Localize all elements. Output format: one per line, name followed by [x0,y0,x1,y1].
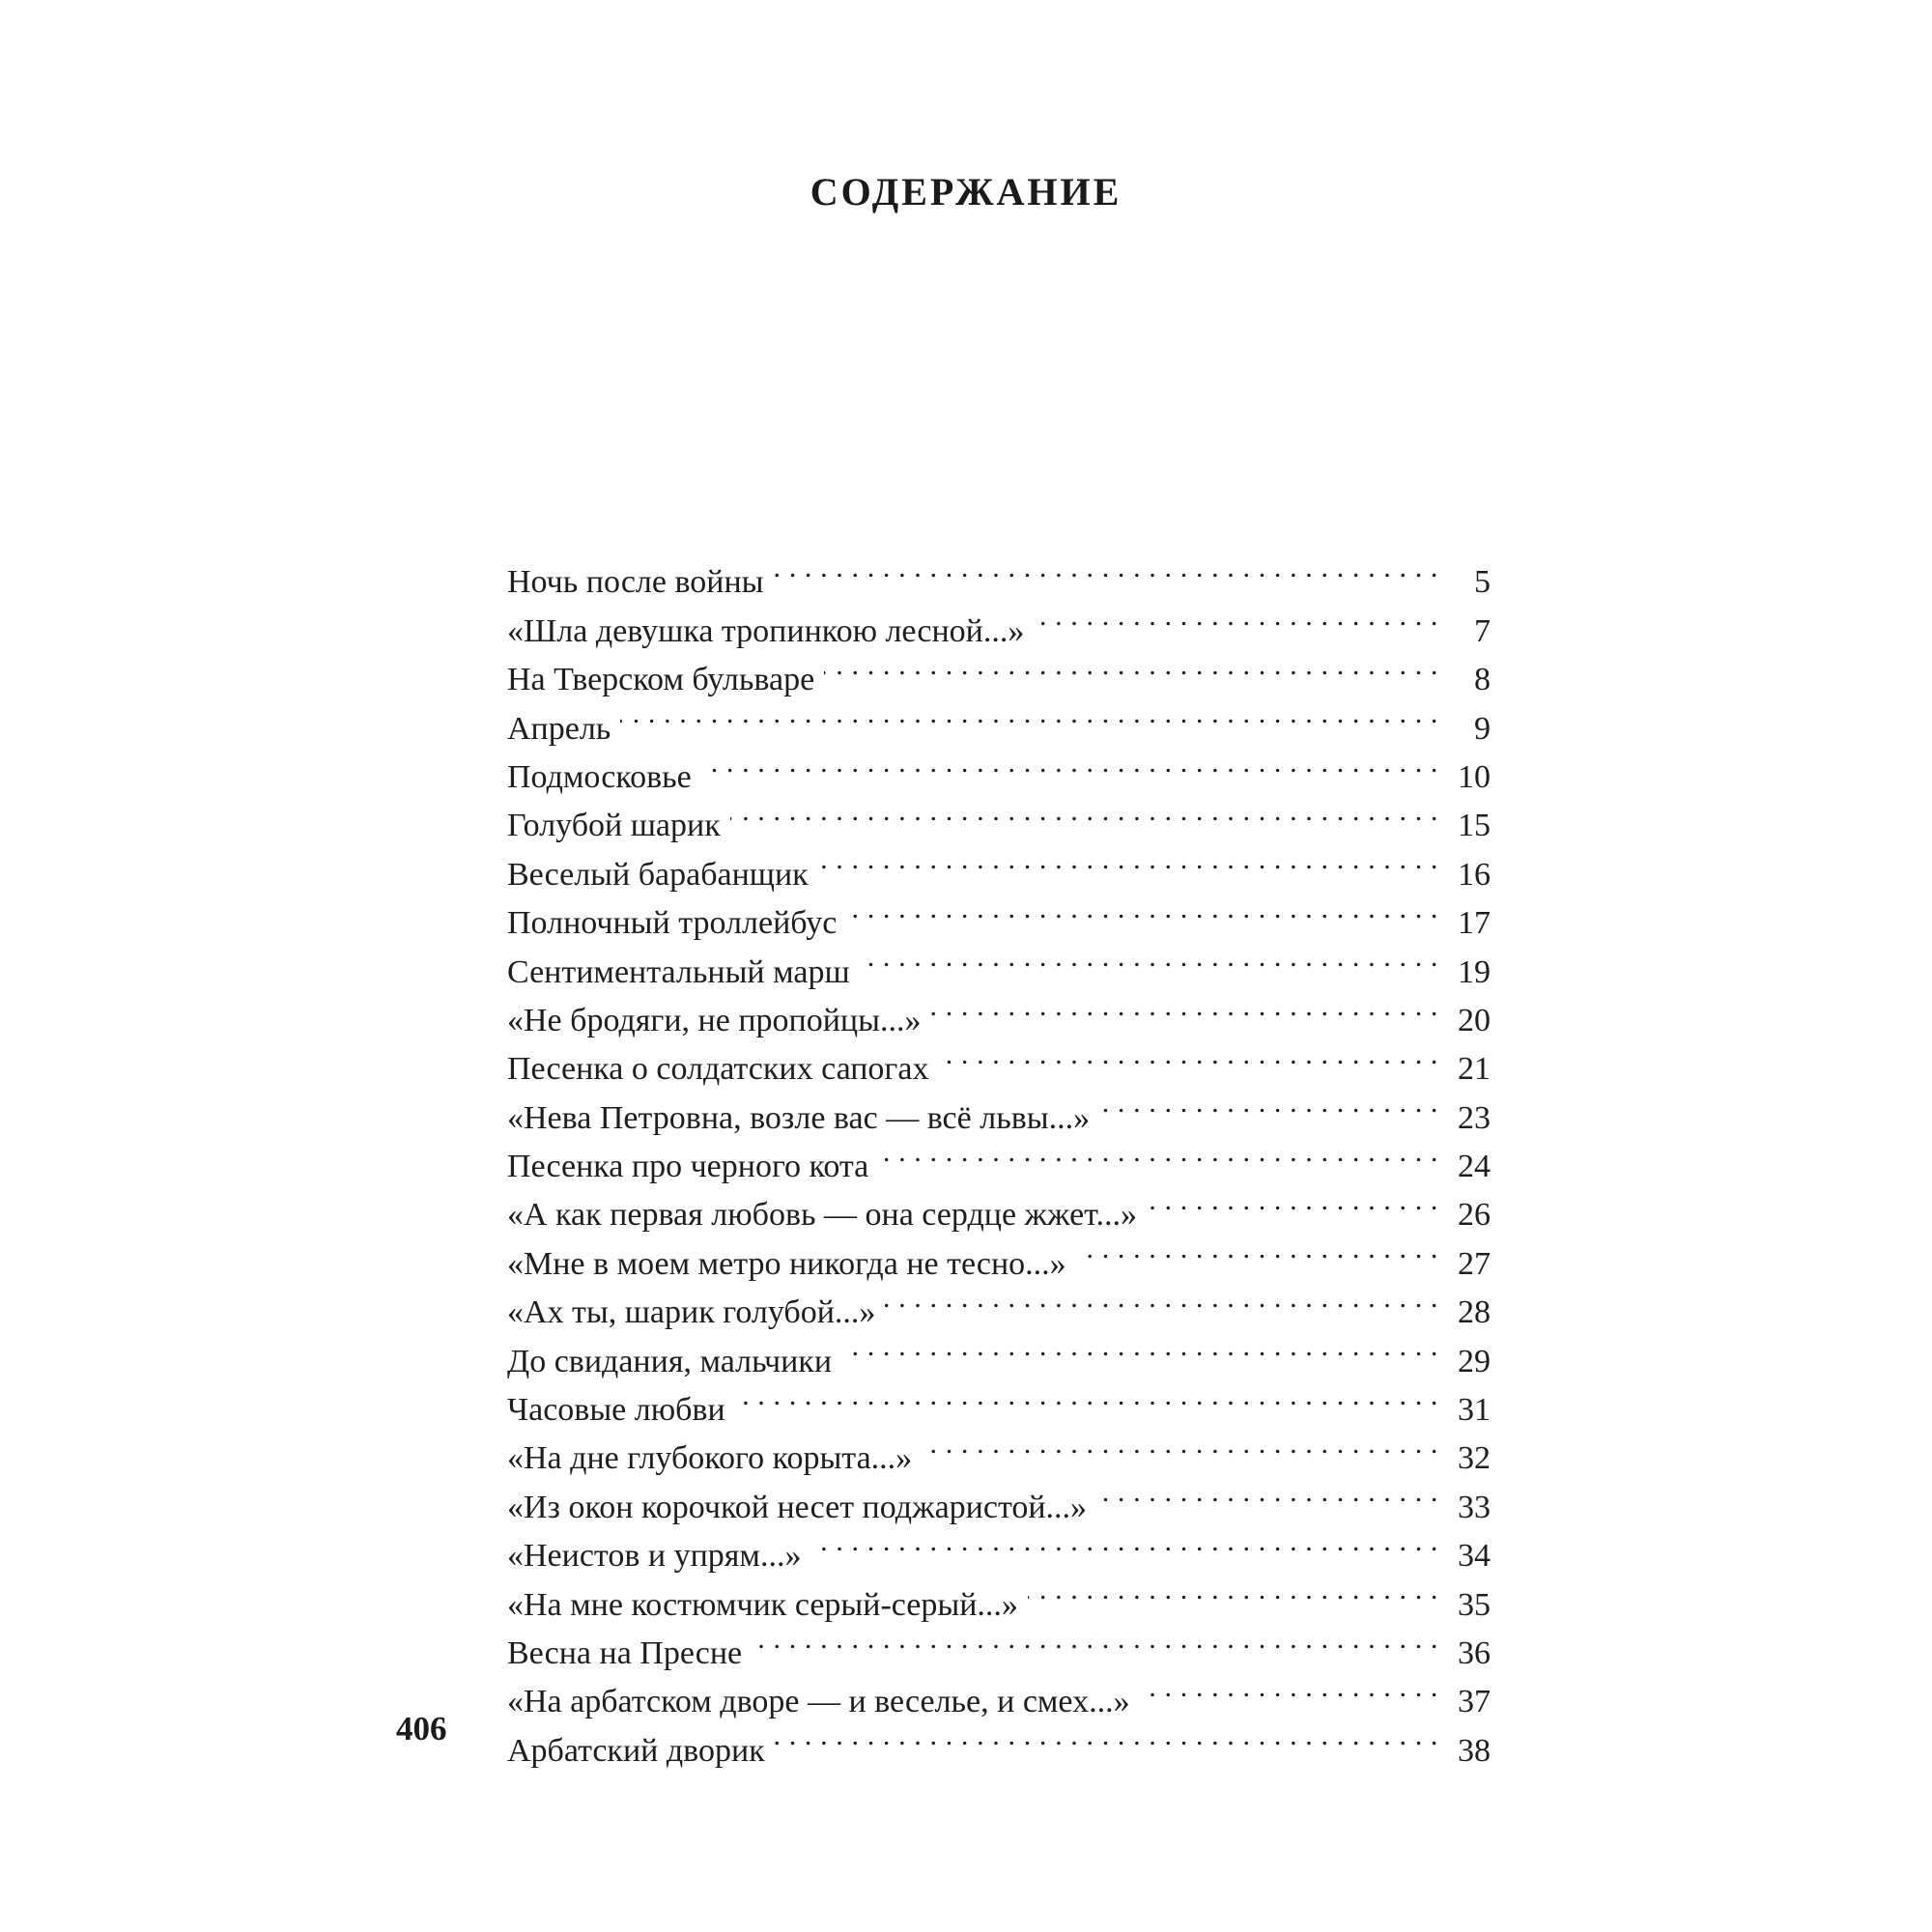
dot-leader [701,739,1438,787]
dot-leader [730,787,1438,836]
toc-entry-page: 17 [1458,905,1491,942]
table-of-contents [507,544,1491,1769]
toc-entry-title: «Мне в моем метро никогда не тесно...» [507,1245,1066,1282]
dot-leader [810,1518,1438,1566]
toc-entry-page: 26 [1458,1197,1491,1234]
dot-leader [818,836,1438,884]
dot-leader [885,1274,1438,1322]
toc-entry-title: «Из окон корочкой несет поджаристой...» [507,1489,1088,1525]
toc-entry-page: 19 [1458,953,1491,990]
toc-entry-page: 7 [1474,612,1491,649]
toc-entry-title: Песенка про черного кота [507,1149,869,1185]
toc-entry-page: 9 [1474,710,1491,747]
toc-entry-title: Апрель [507,710,611,747]
toc-entry-page: 35 [1458,1586,1491,1623]
toc-entry-page: 27 [1458,1245,1491,1282]
toc-entry-page: 33 [1458,1489,1491,1525]
dot-leader [1096,1468,1438,1517]
toc-entry-title: До свидания, мальчики [507,1343,833,1379]
dot-leader [841,1322,1438,1371]
toc-entry-title: «Нева Петровна, возле вас — всё львы...» [507,1099,1091,1136]
dot-leader [938,1031,1438,1079]
toc-entry-page: 5 [1474,564,1491,601]
toc-entry[interactable] [507,544,1491,601]
toc-entry-page: 8 [1474,662,1491,698]
toc-entry-title: «Ах ты, шарик голубой...» [507,1294,876,1331]
toc-entry-page: 37 [1458,1684,1491,1720]
toc-entry-page: 16 [1458,856,1491,893]
toc-entry-page: 36 [1458,1634,1491,1671]
toc-entry-page: 29 [1458,1343,1491,1379]
dot-leader [620,690,1438,738]
toc-entry-page: 24 [1458,1149,1491,1185]
toc-entry-title: Ночь после войны [507,564,764,601]
toc-entry-page: 10 [1458,758,1491,795]
toc-entry-page: 28 [1458,1294,1491,1331]
dot-leader [1028,1566,1438,1614]
toc-entry-title: «На мне костюмчик серый-серый...» [507,1586,1018,1623]
dot-leader [1076,1225,1438,1273]
page-title: СОДЕРЖАНИЕ [810,169,1122,213]
toc-entry-page: 21 [1458,1051,1491,1088]
page-number: 406 [396,1710,447,1747]
toc-entry-title: «Шла девушка тропинкою лесной...» [507,612,1025,649]
dot-leader [1140,1663,1438,1712]
toc-entry-title: Весна на Пресне [507,1634,743,1671]
toc-entry-page: 23 [1458,1099,1491,1136]
toc-entry-title: Голубой шарик [507,808,721,844]
toc-entry-title: Песенка о солдатских сапогах [507,1051,929,1088]
dot-leader [1099,1079,1438,1127]
toc-entry-title: «А как первая любовь — она сердце жжет...» [507,1197,1137,1234]
toc-entry-page: 38 [1458,1732,1491,1769]
dot-leader [1034,592,1438,640]
toc-entry-title: «На арбатском дворе — и веселье, и смех...» [507,1684,1130,1720]
toc-entry[interactable] [507,690,1491,747]
toc-entry-title: Веселый барабанщик [507,856,809,893]
dot-leader [846,885,1438,933]
toc-entry-page: 31 [1458,1392,1491,1429]
dot-leader [774,544,1438,592]
dot-leader [752,1615,1438,1663]
toc-entry-page: 32 [1458,1440,1491,1477]
dot-leader [930,982,1438,1031]
toc-entry-title: «Не бродяги, не пропойцы...» [507,1002,922,1038]
toc-entry-page: 20 [1458,1002,1491,1038]
dot-leader [922,1420,1438,1468]
dot-leader [735,1372,1438,1420]
dot-leader [775,1712,1438,1760]
toc-entry-title: На Тверском бульваре [507,662,815,698]
dot-leader [1147,1177,1438,1225]
toc-entry-title: Часовые любви [507,1392,725,1429]
toc-entry-title: Арбатский дворик [507,1732,765,1769]
toc-entry-title: «Неистов и упрям...» [507,1538,802,1575]
toc-entry-page: 34 [1458,1538,1491,1575]
toc-entry-title: Полночный троллейбус [507,905,838,942]
toc-entry[interactable] [507,739,1491,795]
dot-leader [824,641,1438,690]
toc-entry-title: Подмосковье [507,758,692,795]
dot-leader [878,1128,1438,1177]
toc-entry-title: Сентиментальный марш [507,953,850,990]
dot-leader [860,933,1438,981]
toc-entry-page: 15 [1458,808,1491,844]
toc-entry-title: «На дне глубокого корыта...» [507,1440,913,1477]
